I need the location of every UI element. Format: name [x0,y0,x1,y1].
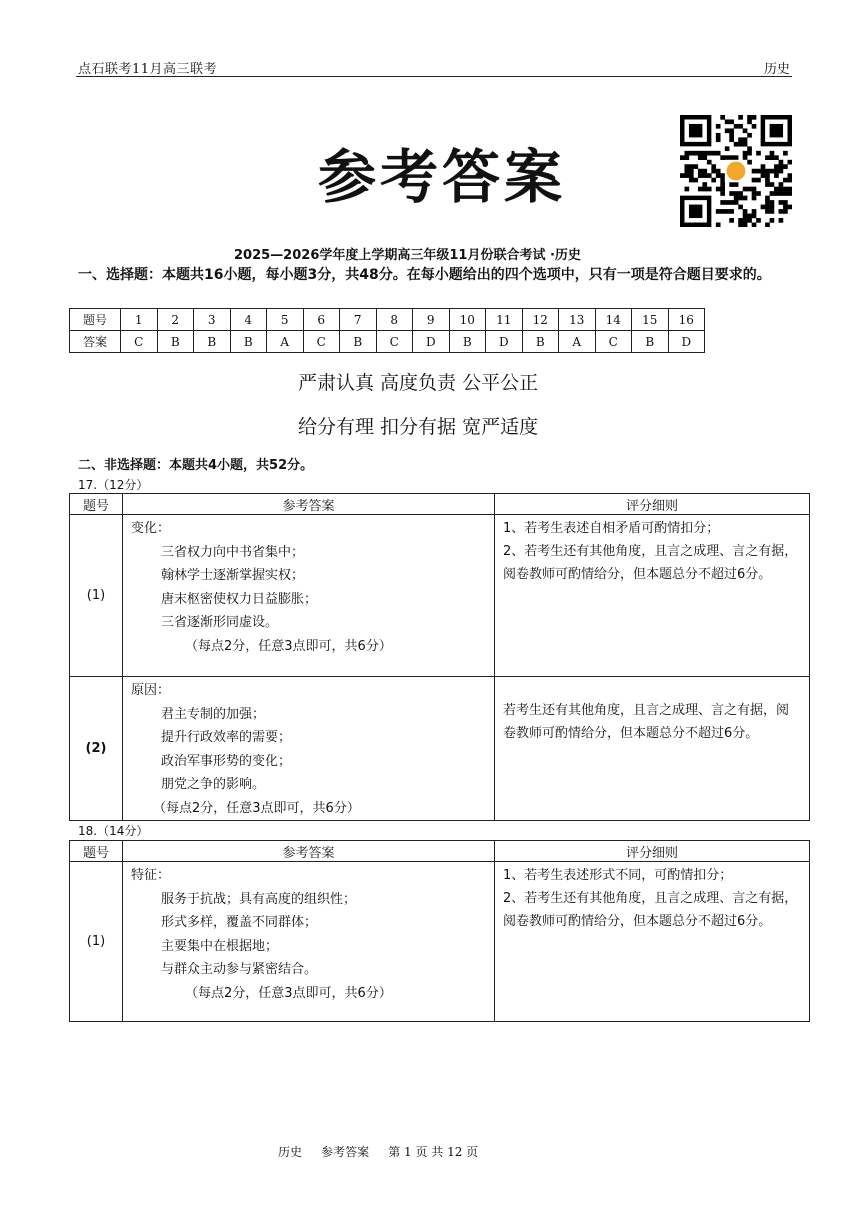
scoring-rule: 1、若考生表述形式不同，可酌情扣分； [503,868,733,883]
answer-point: 与群众主动参与紧密结合。 [161,962,318,977]
answer-cell: D [413,331,450,353]
question-number-cell: 3 [194,309,231,331]
answer-point: 政治军事形势的变化； [161,753,292,769]
question-number-cell: 5 [267,309,304,331]
question-number-cell: 4 [230,309,267,331]
answer-cell: C [376,331,413,353]
answer-table-answer-row [70,331,705,353]
answer-point: 翰林学士逐渐掌握实权； [161,568,305,583]
answer-cell: B [157,331,194,353]
reference-answer-cell [123,515,495,677]
question-number-cell: 1 [121,309,158,331]
answer-point: 服务于抗战；具有高度的组织性； [161,891,357,907]
answer-point: 形式多样，覆盖不同群体； [161,915,318,930]
question-18-label: 18.（14分） [78,824,149,838]
motto-line-2: 给分有理 扣分有据 宽严适度 [298,416,539,438]
section-2-instructions: 二、非选择题：本题共4小题，共52分。 [78,458,314,473]
answer-cell: A [267,331,304,353]
answer-point: 君主专制的加强； [161,706,266,722]
answer-point: 三省逐渐形同虚设。 [161,615,279,630]
answer-point: 主要集中在根据地； [161,938,279,954]
row-label-answer: 答案 [70,331,121,353]
scoring-rules-cell [495,862,810,1022]
row-label-number: 题号 [70,309,121,331]
motto-line-1: 严肃认真 高度负责 公平公正 [298,372,539,394]
footer-subject: 历史 [278,1145,303,1159]
answer-table-number-row [70,309,705,331]
question-number-cell: 12 [522,309,559,331]
col-header-rules: 评分细则 [495,841,810,862]
question-number-cell: 7 [340,309,377,331]
scoring-rules-cell [495,677,810,821]
question-number-cell: 10 [449,309,486,331]
footer-kind: 参考答案 [321,1145,370,1159]
question-number-cell: 16 [668,309,705,331]
scoring-rule: 2、若考生还有其他角度，且言之成理、言之有据，阅卷教师可酌情给分，但本题总分不超过6分。 [503,544,798,582]
header-exam-name: 点石联考11月高三联考 [78,62,218,77]
part-number: (2) [70,677,123,821]
col-header-answer: 参考答案 [123,494,495,515]
page-footer [278,1143,478,1160]
scoring-note: （每点2分，任意3点即可，共6分） [153,800,360,816]
answer-cell: D [668,331,705,353]
question-17-label: 17.（12分） [78,478,149,492]
answer-table [69,308,705,353]
answer-cell: C [121,331,158,353]
question-number-cell: 6 [303,309,340,331]
scoring-note: （每点2分，任意3点即可，共6分） [185,985,392,1001]
question-number-cell: 15 [632,309,669,331]
answer-heading: 原因： [131,683,171,698]
answer-cell: B [522,331,559,353]
exam-subtitle: 2025—2026学年度上学期高三年级11月份联合考试 ·历史 [234,248,581,263]
answer-heading: 变化： [131,521,171,536]
col-header-answer: 参考答案 [123,841,495,862]
col-header-rules: 评分细则 [495,494,810,515]
col-header-num: 题号 [70,841,123,862]
scoring-rule: 1、若考生表述自相矛盾可酌情扣分； [503,521,720,536]
answer-cell: C [303,331,340,353]
qr-code-icon[interactable] [680,115,792,227]
question-number-cell: 9 [413,309,450,331]
answer-cell: D [486,331,523,353]
scoring-rule: 若考生还有其他角度，且言之成理、言之有据，阅卷教师可酌情给分，但本题总分不超过6分。 [503,703,790,741]
reference-answer-cell [123,677,495,821]
answer-point: 朋党之争的影响。 [161,777,266,792]
answer-cell: B [340,331,377,353]
part-number: (1) [70,862,123,1022]
scoring-note: （每点2分，任意3点即可，共6分） [185,638,392,654]
answer-point: 三省权力向中书省集中； [161,544,305,560]
answer-cell: B [230,331,267,353]
answer-cell: A [559,331,596,353]
reference-answer-cell [123,862,495,1022]
part-number: (1) [70,515,123,677]
footer-page-number: 第 1 页 共 12 页 [388,1145,479,1159]
section-1-instructions: 一、选择题：本题共16小题，每小题3分，共48分。在每小题给出的四个选项中，只有一项是符合题目要求的。 [78,267,771,283]
answer-point: 唐末枢密使权力日益膨胀； [161,591,318,607]
answer-cell: C [595,331,632,353]
question-number-cell: 8 [376,309,413,331]
question-18-table [69,840,810,1022]
question-number-cell: 13 [559,309,596,331]
answer-point: 提升行政效率的需要； [161,730,292,745]
answer-cell: B [632,331,669,353]
page-title: 参考答案 [318,143,567,211]
scoring-rules-cell [495,515,810,677]
question-number-cell: 11 [486,309,523,331]
header-divider [76,76,792,77]
question-number-cell: 2 [157,309,194,331]
col-header-num: 题号 [70,494,123,515]
question-17-table [69,493,810,821]
scoring-rule: 2、若考生还有其他角度，且言之成理、言之有据，阅卷教师可酌情给分，但本题总分不超过6分。 [503,891,798,929]
answer-cell: B [194,331,231,353]
answer-cell: B [449,331,486,353]
answer-heading: 特征： [131,868,171,883]
question-number-cell: 14 [595,309,632,331]
header-subject: 历史 [764,62,791,77]
